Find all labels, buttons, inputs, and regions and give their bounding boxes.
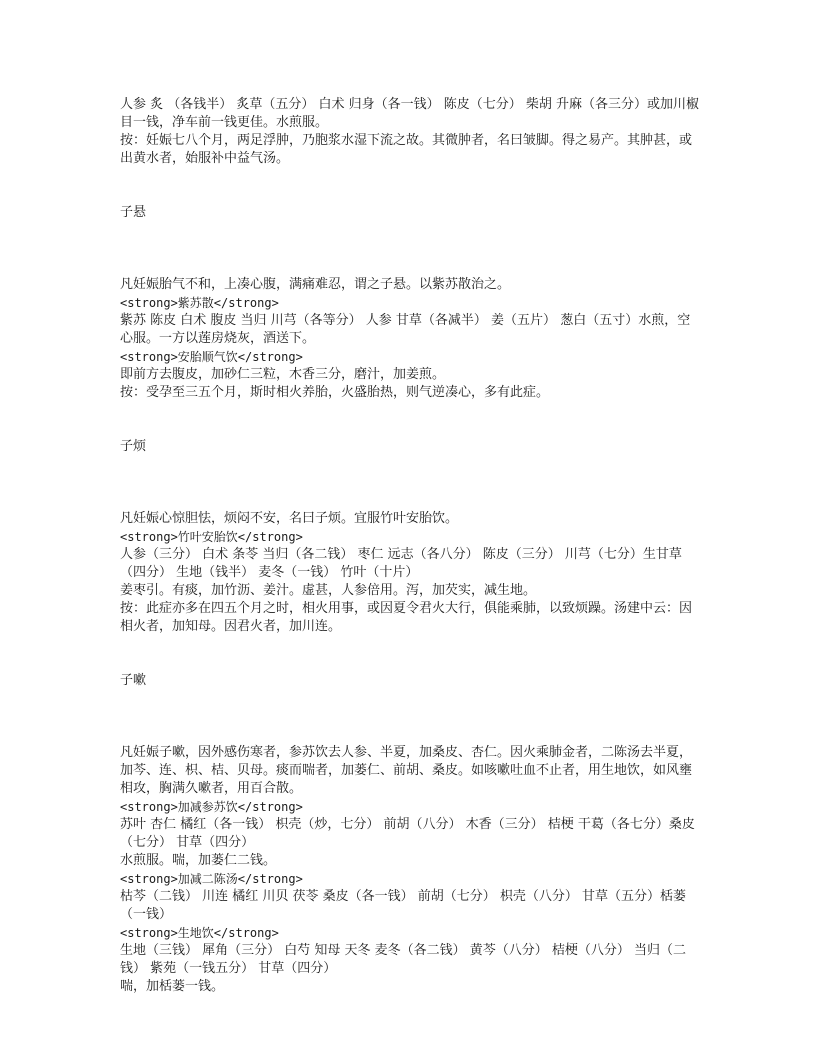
section-heading: 子烦 (120, 439, 147, 454)
paragraph: 姜枣引。有痰，加竹沥、姜汁。虚甚，人参倍用。泻，加芡实，减生地。 (120, 583, 537, 598)
paragraph: 水煎服。喘，加蒌仁二钱。 (120, 853, 277, 868)
paragraph: 即前方去腹皮，加砂仁三粒，木香三分，磨汁，加姜煎。 (120, 367, 446, 382)
spacer (120, 456, 700, 510)
paragraph: 凡妊娠胎气不和，上凑心腹，满痛难忍，谓之子悬。以紫苏散治之。 (120, 277, 511, 292)
document-page (120, 96, 700, 996)
prescription-line: 人参 炙 （各钱半） 炙草（五分） 白术 归身（各一钱） 陈皮（七分） 柴胡 升麻（各三分）或加川椒目一钱，净车前一钱更佳。水煎服。 (120, 97, 700, 130)
prescription-line: 人参（三分） 白术 条苓 当归（各二钱） 枣仁 远志（各八分） 陈皮（三分） 川芎（七分）生甘草（四分） 生地（钱半） 麦冬（一钱） 竹叶（十片） (120, 547, 682, 580)
paragraph: 凡妊娠心惊胆怯，烦闷不安，名曰子烦。宜服竹叶安胎饮。 (120, 511, 459, 526)
prescription-line: 紫苏 陈皮 白术 腹皮 当归 川芎（各等分） 人参 甘草（各减半） 姜（五片） 葱白（五寸）水煎，空心服。一方以莲房烧灰，酒送下。 (120, 313, 691, 346)
prescription-line: 枯芩（二钱） 川连 橘红 川贝 茯苓 桑皮（各一钱） 前胡（七分） 枳壳（八分） 甘草（五分）栝蒌（一钱） (120, 889, 687, 922)
prescription-line: 生地（三钱） 犀角（三分） 白芍 知母 天冬 麦冬（各二钱） 黄芩（八分） 桔梗（八分） 当归（二钱） 紫苑（一钱五分） 甘草（四分） (120, 943, 687, 976)
section-heading: 子嗽 (120, 673, 147, 688)
commentary-line: 按：受孕至三五个月，斯时相火养胎，火盛胎热，则气逆凑心，多有此症。 (120, 385, 550, 400)
section-zisou (120, 672, 700, 996)
prescription-line: 苏叶 杏仁 橘红（各一钱） 枳壳（炒，七分） 前胡（八分） 木香（三分） 桔梗 干葛（各七分）桑皮（七分） 甘草（四分） (120, 817, 695, 850)
formula-title-raw: <strong>竹叶安胎饮</strong> (120, 530, 303, 544)
spacer (120, 636, 700, 654)
formula-title-raw: <strong>生地饮</strong> (120, 926, 279, 940)
spacer (120, 168, 700, 186)
section-zixuan (120, 204, 700, 402)
commentary-line: 按：妊娠七八个月，两足浮肿，乃胞浆水湿下流之故。其微肿者，名曰皱脚。得之易产。其肿甚，或出黄水者，始服补中益气汤。 (120, 133, 693, 166)
commentary-line: 按：此症亦多在四五个月之时，相火用事，或因夏令君火大行，俱能乘肺，以致烦躁。汤建中云：因相火者，加知母。因君火者，加川连。 (120, 601, 693, 634)
formula-title-raw: <strong>加减参苏饮</strong> (120, 800, 303, 814)
section-heading: 子悬 (120, 205, 147, 220)
formula-title-raw: <strong>紫苏散</strong> (120, 296, 279, 310)
section-zifan (120, 438, 700, 636)
spacer (120, 222, 700, 276)
formula-title-raw: <strong>安胎顺气饮</strong> (120, 350, 303, 364)
paragraph: 凡妊娠子嗽，因外感伤寒者，参苏饮去人参、半夏，加桑皮、杏仁。因火乘肺金者，二陈汤去半夏，加芩、连、枳、桔、贝母。痰而喘者，加蒌仁、前胡、桑皮。如咳嗽吐血不止者，用生地饮，如风壅相攻，胸满久嗽者，用百合散。 (120, 745, 693, 796)
spacer (120, 402, 700, 420)
spacer (120, 690, 700, 744)
formula-title-raw: <strong>加减二陈汤</strong> (120, 872, 303, 886)
section-intro (120, 96, 700, 168)
paragraph: 喘，加栝蒌一钱。 (120, 979, 225, 994)
